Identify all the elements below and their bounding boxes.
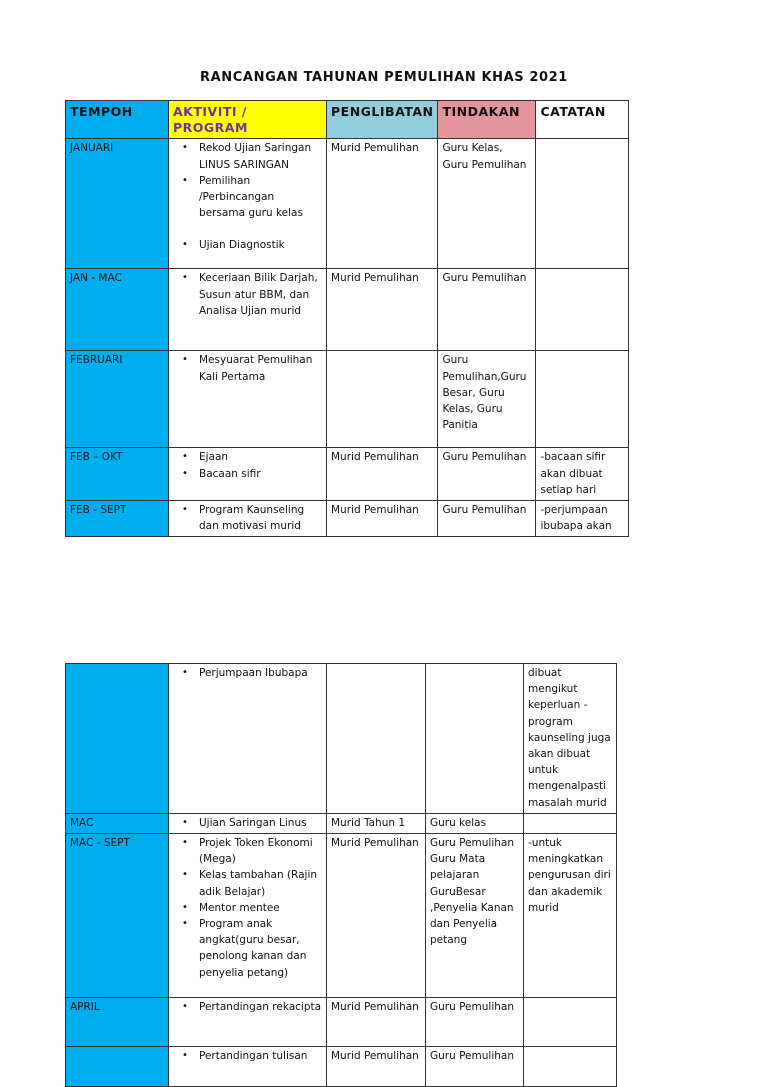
- catatan-cell: [524, 998, 617, 1047]
- table-row: [66, 664, 617, 814]
- list-item: • Projek Token Ekonomi (Mega): [199, 835, 322, 867]
- table-row: [66, 448, 629, 501]
- table-row: [66, 269, 629, 351]
- header-catatan: CATATAN: [536, 101, 629, 139]
- penglibatan-cell: Murid Pemulihan: [327, 269, 438, 351]
- aktiviti-cell: [169, 351, 327, 448]
- list-item: • Keceriaan Bilik Darjah, Susun atur BBM, dan Analisa Ujian murid: [199, 270, 322, 319]
- catatan-cell: -bacaan sifir akan dibuat setiap hari: [536, 448, 629, 501]
- tindakan-cell: Guru Kelas, Guru Pemulihan: [438, 139, 536, 269]
- tempoh-cell: JAN - MAC: [66, 269, 169, 351]
- list-item: • Pemilihan /Perbincangan bersama guru kelas: [199, 173, 322, 222]
- plan-table-2: [65, 663, 617, 1087]
- tindakan-cell: Guru Pemulihan: [438, 269, 536, 351]
- table-row: [66, 501, 629, 537]
- penglibatan-cell: Murid Pemulihan: [327, 998, 426, 1047]
- list-item: • Kelas tambahan (Rajin adik Belajar): [199, 867, 322, 899]
- tindakan-cell: Guru Pemulihan: [426, 1047, 524, 1087]
- catatan-cell: [536, 351, 629, 448]
- aktiviti-cell: [169, 139, 327, 269]
- tempoh-cell: APRIL: [66, 998, 169, 1047]
- table-row: [66, 998, 617, 1047]
- catatan-cell: [536, 269, 629, 351]
- plan-table-1: [65, 100, 629, 537]
- tindakan-cell: Guru Pemulihan: [438, 448, 536, 501]
- tempoh-cell: [66, 1047, 169, 1087]
- penglibatan-cell: Murid Pemulihan: [327, 448, 438, 501]
- penglibatan-cell: Murid Pemulihan: [327, 501, 438, 537]
- list-item: • Program Kaunseling dan motivasi murid: [199, 502, 322, 534]
- catatan-cell: [524, 1047, 617, 1087]
- list-item: • Pertandingan tulisan: [199, 1048, 322, 1064]
- tempoh-cell: MAC: [66, 813, 169, 833]
- table-row: [66, 351, 629, 448]
- penglibatan-cell: Murid Tahun 1: [327, 813, 426, 833]
- tempoh-cell: FEB - SEPT: [66, 501, 169, 537]
- table-row: [66, 1047, 617, 1087]
- aktiviti-cell: [169, 664, 327, 814]
- tempoh-cell: FEB – OKT: [66, 448, 169, 501]
- catatan-cell: [524, 813, 617, 833]
- catatan-cell: -perjumpaan ibubapa akan: [536, 501, 629, 537]
- tindakan-cell: Guru Pemulihan: [426, 998, 524, 1047]
- catatan-cell: -untuk meningkatkan pengurusan diri dan akademik murid: [524, 834, 617, 998]
- penglibatan-cell: Murid Pemulihan: [327, 1047, 426, 1087]
- aktiviti-cell: [169, 998, 327, 1047]
- tempoh-cell: MAC - SEPT: [66, 834, 169, 998]
- aktiviti-cell: [169, 501, 327, 537]
- header-tindakan: TINDAKAN: [438, 101, 536, 139]
- table-row: [66, 139, 629, 269]
- list-item: • Ejaan: [199, 449, 322, 465]
- list-item: • Program anak angkat(guru besar, penolong kanan dan penyelia petang): [199, 916, 322, 981]
- tempoh-cell: [66, 664, 169, 814]
- list-item: • Ujian Diagnostik: [199, 237, 322, 253]
- header-tempoh: TEMPOH: [66, 101, 169, 139]
- catatan-cell: [536, 139, 629, 269]
- aktiviti-cell: [169, 1047, 327, 1087]
- list-item: • Mesyuarat Pemulihan Kali Pertama: [199, 352, 322, 384]
- table-row: [66, 834, 617, 998]
- penglibatan-cell: Murid Pemulihan: [327, 139, 438, 269]
- tindakan-cell: Guru Pemulihan Guru Mata pelajaran GuruBesar ,Penyelia Kanan dan Penyelia petang: [426, 834, 524, 998]
- table-header-row: [66, 101, 629, 139]
- header-penglibatan: PENGLIBATAN: [327, 101, 438, 139]
- catatan-cell: dibuat mengikut keperluan -program kaunseling juga akan dibuat untuk mengenalpasti masalah murid: [524, 664, 617, 814]
- list-item: • Pertandingan rekacipta: [199, 999, 322, 1015]
- tindakan-cell: Guru Pemulihan,Guru Besar, Guru Kelas, Guru Panitia: [438, 351, 536, 448]
- list-item: • Mentor mentee: [199, 900, 322, 916]
- penglibatan-cell: [327, 664, 426, 814]
- penglibatan-cell: Murid Pemulihan: [327, 834, 426, 998]
- list-item: • Bacaan sifir: [199, 466, 322, 482]
- tindakan-cell: [426, 664, 524, 814]
- tindakan-cell: Guru kelas: [426, 813, 524, 833]
- list-item: • Ujian Saringan Linus: [199, 815, 322, 831]
- tempoh-cell: JANUARI: [66, 139, 169, 269]
- aktiviti-cell: [169, 834, 327, 998]
- list-item: • Rekod Ujian Saringan LINUS SARINGAN: [199, 140, 322, 172]
- tindakan-cell: Guru Pemulihan: [438, 501, 536, 537]
- aktiviti-cell: [169, 448, 327, 501]
- list-item: • Perjumpaan Ibubapa: [199, 665, 322, 681]
- aktiviti-cell: [169, 813, 327, 833]
- document-title: RANCANGAN TAHUNAN PEMULIHAN KHAS 2021: [200, 70, 568, 85]
- penglibatan-cell: [327, 351, 438, 448]
- header-aktiviti: AKTIVITI / PROGRAM: [169, 101, 327, 139]
- aktiviti-cell: [169, 269, 327, 351]
- tempoh-cell: FEBRUARI: [66, 351, 169, 448]
- table-row: [66, 813, 617, 833]
